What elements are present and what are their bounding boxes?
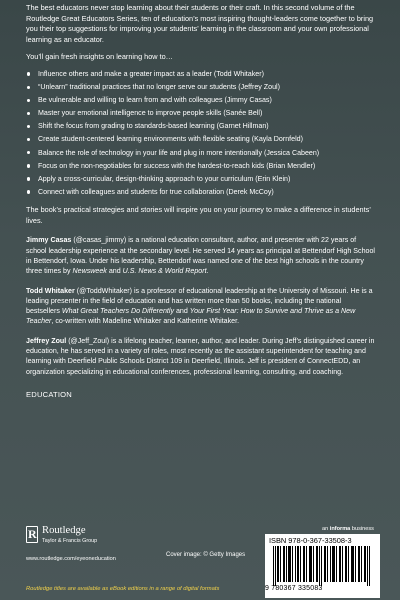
informa-business-label: an informa business [322,526,374,532]
list-item: Shift the focus from grading to standards-based learning (Garnet Hillman) [26,121,376,131]
publisher-group: Taylor & Francis Group [42,538,98,544]
author-name: Jimmy Casas [26,236,72,245]
list-item: Master your emotional intelligence to improve people skills (Sanée Bell) [26,108,376,118]
cover-credit: Cover image: © Getty Images [166,552,246,558]
bullet-icon [27,86,30,89]
isbn-label: ISBN 978-0-367-33508-3 [269,536,352,545]
bullet-icon [27,125,30,128]
list-item: Balance the role of technology in your life and plug in more intentionally (Jessica Cabeen) [26,148,376,158]
list-item: Focus on the non-negotiables for success with the hardest-to-reach kids (Brian Mendler) [26,161,376,171]
routledge-logo-icon: R [28,527,37,541]
bio-todd-whitaker: Todd Whitaker (@ToddWhitaker) is a professor of educational leadership at the University of Missouri. He is a leading presenter in the field of education and has written more than 50 books, including the national bestsellers What Great Teachers Do Differently and Your First Year: How to Survive and Thrive as a New Teacher, co-written with Madeline Whitaker and Katherine Whitaker. [26,286,373,326]
author-name: Todd Whitaker [26,286,75,295]
barcode-panel [265,534,380,598]
bullet-icon [27,112,30,115]
publication-title: U.S. News & World Report [122,267,207,276]
back-cover-text [26,3,376,399]
author-name: Jeffrey Zoul [26,336,67,345]
bio-jeffrey-zoul: Jeffrey Zoul (@Jeff_Zoul) is a lifelong teacher, learner, author, and leader. During Jeff’s distinguished career in education, he has served in a variety of roles, most recently as the assistant superintendent for teaching and learning with Deerfield Public Schools District 109 in Deerfield, Illinois. Jeff is president of ConnectEDD, an organization specializing in educational conferences, professional learning, consulting, and coaching. [26,336,375,376]
book-title: Your First Year: How to Survive and Thrive as a New Teacher [26,307,356,326]
bullet-icon [27,151,30,154]
list-item: Create student-centered learning environments with flexible seating (Kayla Dornfeld) [26,134,376,144]
publisher-name: Routledge [42,525,86,536]
publication-title: Newsweek [72,267,107,276]
list-item: Influence others and make a greater impact as a leader (Todd Whitaker) [26,69,376,79]
intro-paragraph: The best educators never stop learning about their students or their craft. In this second volume of the Routledge Great Educators Series, ten of education’s most inspiring thought-leaders come together to bring you their top suggestions for improving your students’ learning in the classroom and your own professional learning as an educator. [26,3,374,44]
list-item: Connect with colleagues and students for true collaboration (Derek McCoy) [26,187,376,197]
book-title: What Great Teachers Do Differently [61,307,174,316]
bio-jimmy-casas: Jimmy Casas (@casas_jimmy) is a national education consultant, author, and presenter with 22 years of school leadership experience at the secondary level. He served 14 years as principal at Bettendorf High School in Bettendorf, Iowa. Under his leadership, Bettendorf was named one of the best high schools in the country three times by Newsweek and U.S. News & World Report. [26,236,375,276]
insights-list [26,69,376,197]
lead-sentence: You’ll gain fresh insights on learning how to… [26,52,173,62]
bullet-icon [27,177,30,180]
barcode-icon [273,546,373,586]
ebook-note: Routledge titles are available as eBook editions in a range of digital formats [26,586,220,592]
category-label: EDUCATION [26,389,72,399]
bullet-icon [27,190,30,193]
list-item: Apply a cross-curricular, design-thinking approach to your curriculum (Erin Klein) [26,174,376,184]
bullet-icon [27,99,30,102]
barcode-digits: 9 780367 335083 [265,585,323,592]
list-item: “Unlearn” traditional practices that no longer serve our students (Jeffrey Zoul) [26,82,376,92]
bullet-icon [27,164,30,167]
bullet-icon [27,72,30,75]
closing-paragraph: The book’s practical strategies and stories will inspire you on your journey to make a difference in students’ lives. [26,205,371,225]
list-item: Be vulnerable and willing to learn from and with colleagues (Jimmy Casas) [26,95,376,105]
bullet-icon [27,138,30,141]
publisher-url[interactable]: www.routledge.com/eyeoneducation [26,556,116,562]
